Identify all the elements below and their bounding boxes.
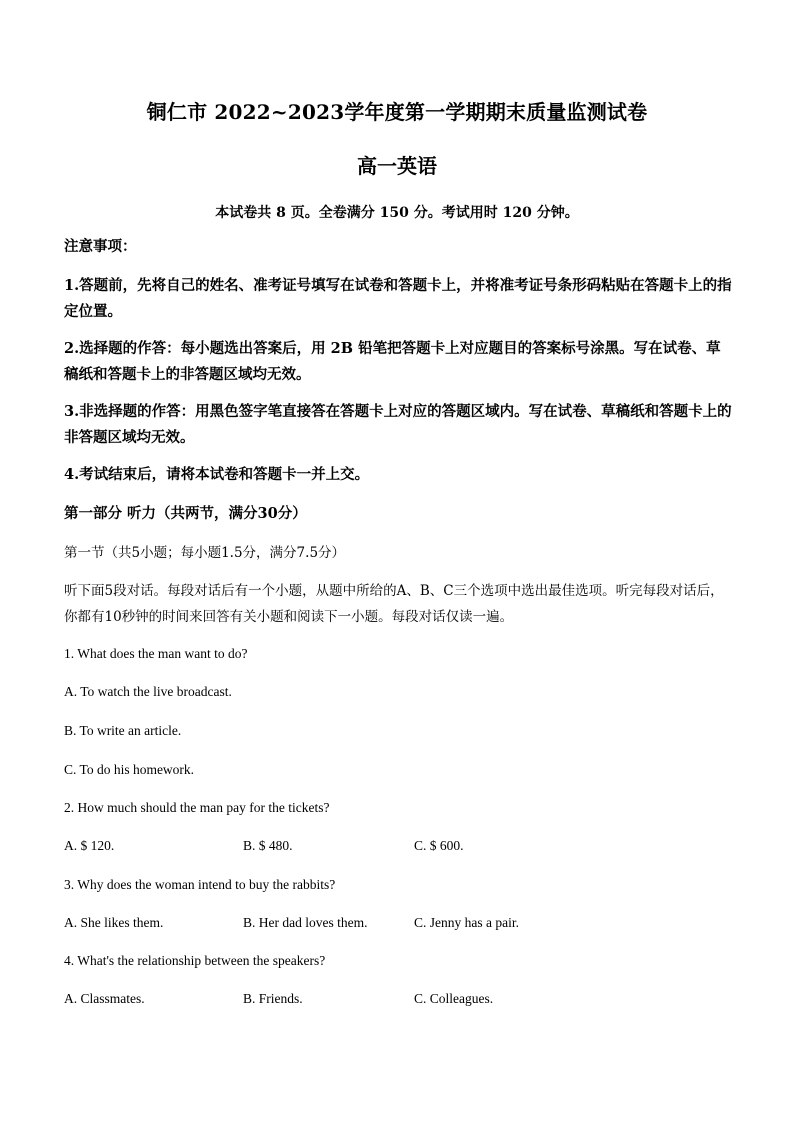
notice-item-2: 2.选择题的作答：每小题选出答案后，用 2B 铅笔把答题卡上对应题目的答案标号涂黑。写在试卷、草稿纸和答题卡上的非答题区域均无效。 [64, 340, 721, 383]
part1-heading: 第一部分 听力（共两节，满分30分） [64, 505, 307, 522]
section1-heading: 第一节（共5小题；每小题1.5分，满分7.5分） [64, 545, 346, 561]
question-3-option-c: C. Jenny has a pair. [414, 915, 519, 930]
section1-instructions: 听下面5段对话。每段对话后有一个小题，从题中所给的A、B、C三个选项中选出最佳选项。听完每段对话后，你都有10秒钟的时间来回答有关小题和阅读下一小题。每段对话仅读一遍。 [64, 583, 724, 625]
question-1-option-c: C. To do his homework. [64, 762, 195, 777]
question-2-option-c: C. $ 600. [414, 838, 464, 853]
question-4-option-b: B. Friends. [243, 991, 303, 1006]
question-1-stem: 1. What does the man want to do? [64, 646, 248, 661]
question-1-option-b: B. To write an article. [64, 723, 182, 738]
exam-info: 本试卷共 8 页。全卷满分 150 分。考试用时 120 分钟。 [215, 205, 579, 221]
question-1-option-a: A. To watch the live broadcast. [64, 684, 232, 699]
notice-heading: 注意事项： [64, 238, 137, 255]
notice-item-3: 3.非选择题的作答：用黑色签字笔直接答在答题卡上对应的答题区域内。写在试卷、草稿纸和答题卡上的非答题区域均无效。 [64, 403, 732, 446]
question-2-stem: 2. How much should the man pay for the tickets? [64, 800, 330, 815]
question-4-option-c: C. Colleagues. [414, 991, 494, 1006]
exam-subject: 高一英语 [357, 154, 437, 178]
question-4-stem: 4. What's the relationship between the speakers? [64, 953, 326, 968]
notice-item-1: 1.答题前，先将自己的姓名、准考证号填写在试卷和答题卡上，并将准考证号条形码粘贴在答题卡上的指定位置。 [64, 277, 732, 320]
question-3-stem: 3. Why does the woman intend to buy the rabbits? [64, 877, 336, 892]
question-3-option-a: A. She likes them. [64, 915, 164, 930]
question-2-option-b: B. $ 480. [243, 838, 293, 853]
question-3-option-b: B. Her dad loves them. [243, 915, 368, 930]
exam-title: 铜仁市 2022~2023学年度第一学期期末质量监测试卷 [146, 100, 648, 124]
question-2-option-a: A. $ 120. [64, 838, 115, 853]
notice-item-4: 4.考试结束后，请将本试卷和答题卡一并上交。 [64, 466, 370, 483]
question-4-option-a: A. Classmates. [64, 991, 145, 1006]
